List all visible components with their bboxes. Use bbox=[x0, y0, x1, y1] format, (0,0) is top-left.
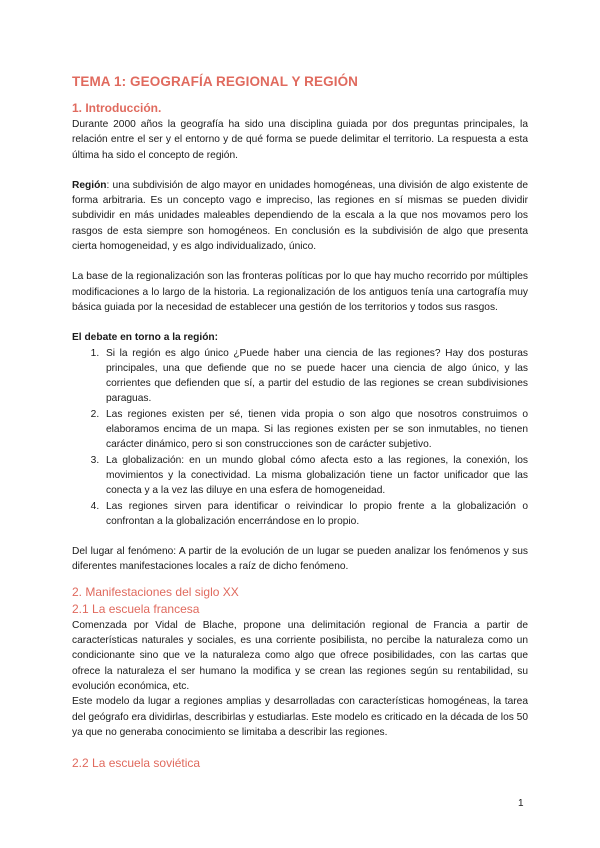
fenomeno-paragraph: Del lugar al fenómeno: A partir de la evolución de un lugar se pueden analizar los fenómenos y sus diferentes manifestaciones locales a raíz de dicho fenómeno. bbox=[72, 546, 528, 573]
section-heading-introduccion: 1. Introducción. bbox=[72, 101, 162, 115]
francesa-paragraph-1: Comenzada por Vidal de Blache, propone una delimitación regional de Francia a partir de características naturales y sociales, es una corriente posibilista, no percibe la naturaleza como un condicionante sino que ve la naturaleza como algo que ofrece posibilidades, con las cartas que ofrece la naturaleza el ser humano la modifica y se crean las regiones según su rentabilidad, su evolución económica, etc. bbox=[72, 619, 528, 692]
subsection-heading-francesa: 2.1 La escuela francesa bbox=[72, 601, 200, 616]
list-item: 2. Las regiones existen per sé, tienen vida propia o son algo que nosotros construimos o elaboramos encima de un mapa. Si las regiones existen per se son inmutables, no tienen carácter dinámico, pero si son construcciones son de carácter subjetivo. bbox=[102, 407, 528, 453]
page-number: 1 bbox=[518, 798, 524, 809]
region-definition-text: : una subdivisión de algo mayor en unidades homogéneas, una división de algo existente de forma arbitraria. Es un concepto vago e impreciso, las regiones en sí mismas se pueden dividir subdividir en más unidades maleables dependiendo de la escala a la que nos movamos pero los rasgos de esta siempre son homogéneos. En conclusión es la subdivisión de algo que presenta cierta homogeneidad, y es algo individualizado, único. bbox=[72, 179, 528, 253]
section-heading-manifestaciones: 2. Manifestaciones del siglo XX bbox=[72, 584, 239, 599]
regionalization-paragraph: La base de la regionalización son las fronteras políticas por lo que hay mucho recorrido por múltiples modificaciones a lo largo de la historia. La regionalización de los antiguos tenía una cartografía muy básica guiada por la necesidad de establecer una gestión de los territorios y todos sus rasgos. bbox=[72, 271, 528, 313]
debate-list bbox=[72, 346, 528, 530]
document-title: TEMA 1: GEOGRAFÍA REGIONAL Y REGIÓN bbox=[72, 74, 359, 89]
region-term: Región bbox=[72, 179, 107, 191]
list-item: 1. Si la región es algo único ¿Puede haber una ciencia de las regiones? Hay dos posturas principales, una que defiende que no se puede hacer una ciencia de algo único, y las corrientes que defienden que sí, a partir del estudio de las regiones se crean subdivisiones paraguas. bbox=[102, 346, 528, 407]
debate-title: El debate en torno a la región: bbox=[72, 332, 219, 344]
list-item: 3. La globalización: en un mundo global cómo afecta esto a las regiones, la conexión, los movimientos y la conectividad. La misma globalización tiene un factor unificador que las conecta y a la vez las diluye en una esfera de homogeneidad. bbox=[102, 453, 528, 499]
intro-paragraph: Durante 2000 años la geografía ha sido una disciplina guiada por dos preguntas principales, la relación entre el ser y el entorno y de qué forma se puede delimitar el territorio. La respuesta a esta última ha sido el concepto de región. bbox=[72, 119, 528, 161]
subsection-heading-sovietica: 2.2 La escuela soviética bbox=[72, 756, 201, 771]
francesa-paragraph-2: Este modelo da lugar a regiones amplias y desarrolladas con características homogéneas, la tarea del geógrafo era dividirlas, describirlas y estudiarlas. Este modelo es criticado en la década de los 50 ya que no generaba conocimiento se limitaba a describir las regiones. bbox=[72, 696, 528, 738]
page-content bbox=[72, 74, 528, 772]
list-item: 4. Las regiones sirven para identificar o reivindicar lo propio frente a la globalización o confrontan a la globalización encerrándose en lo propio. bbox=[102, 499, 528, 530]
region-definition-paragraph bbox=[72, 178, 528, 254]
